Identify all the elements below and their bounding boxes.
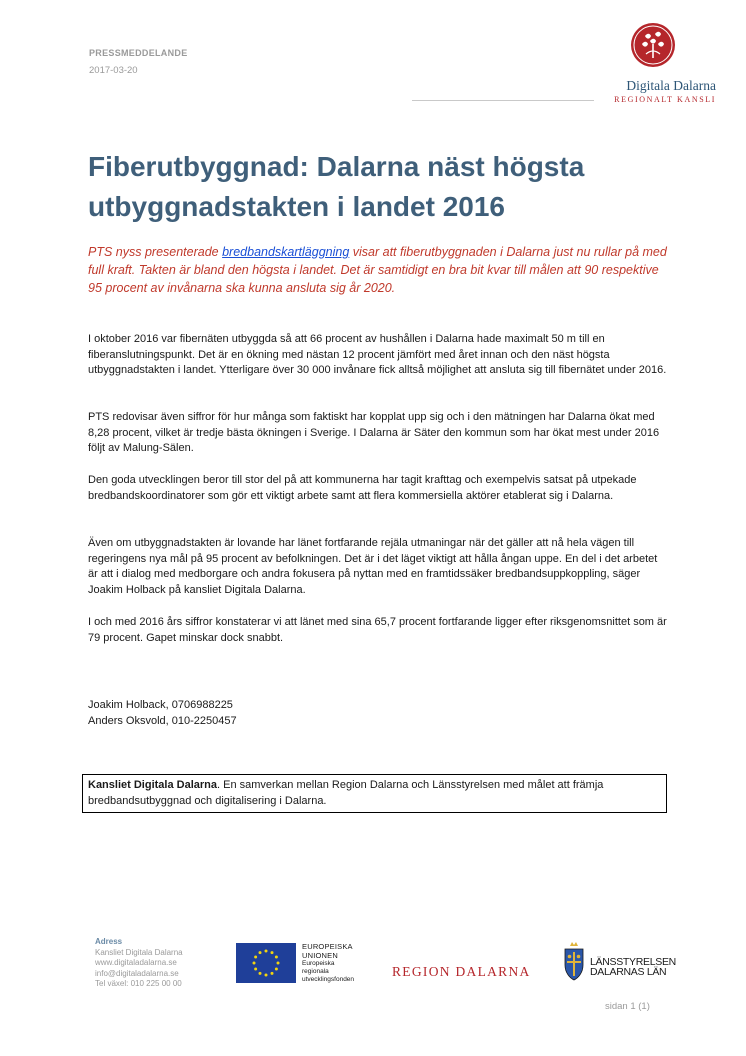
eu-star-icon: [277, 962, 280, 965]
address-line: Kansliet Digitala Dalarna: [95, 947, 183, 957]
eu-star-icon: [271, 951, 274, 954]
contact-list: [88, 697, 237, 729]
eu-line: UNIONEN: [302, 951, 338, 960]
eu-star-icon: [254, 956, 257, 959]
body-paragraph-4: Även om utbyggnadstakten är lovande har länet fortfarande rejäla utmaningar när det gäller att nå hela vägen till regeringens nya mål på 95 procent av befolkningen. Det är i det läget viktigt att hålla ångan uppe. En del i det arbetet är att i dialog med medborgare och andra fokusera på nyttan med en framtidssäker bredbandsuppkoppling, säger Joakim Holback på kansliet Digitala Dalarna.: [88, 537, 658, 596]
lansstyrelsen-logo: [590, 957, 676, 977]
document-date: 2017-03-20: [89, 65, 138, 76]
document-type-label: PRESSMEDDELANDE: [89, 48, 188, 58]
lans-line: DALARNAS LÄN: [590, 966, 667, 978]
eu-star-icon: [271, 972, 274, 975]
address-line: info@digitaladalarna.se: [95, 968, 179, 978]
body-paragraph-3: Den goda utvecklingen beror till stor del på att kommunerna har tagit krafttag och exempelvis satsat på utpekade bredbandskoordinatorer som gör ett viktigt arbete samt att flera kommersiella aktörer etablerat sig i Dalarna.: [88, 474, 637, 502]
eu-fund-line: regionala: [302, 968, 329, 975]
contact-line: Anders Oksvold, 010-2250457: [88, 715, 237, 727]
region-dalarna-logo: REGION DALARNA: [392, 964, 531, 979]
eu-flag-icon: [236, 943, 296, 983]
logo-name: Digitala Dalarna: [626, 78, 716, 93]
body-paragraph-1: I oktober 2016 var fibernäten utbyggda så att 66 procent av hushållen i Dalarna hade maximalt 50 m till en fiberanslutningspunkt. Det är en ökning med nästan 12 procent jämfört med året innan och den näst högsta utbyggnadstakten i landet. Ytterligare över 30 000 invånare fick alltså möjlighet att ansluta sig till fibernätet under 2016.: [88, 333, 667, 376]
address-line: Tel växel: 010 225 00 00: [95, 979, 182, 988]
eu-star-icon: [265, 950, 268, 953]
address-title: Adress: [95, 937, 123, 946]
body-paragraph-2: PTS redovisar även siffror för hur många som faktiskt har kopplat upp sig och i den mätningen har Dalarna ökat med 8,28 procent, vilket är tredje bästa ökningen i Sverige. I Dalarna är Säter den kommun som har ökat mest under 2016 följt av Malung-Sälen.: [88, 411, 660, 454]
lans-line: LÄNSSTYRELSEN: [590, 956, 676, 968]
page-title: Fiberutbyggnad: Dalarna näst högsta utbyggnadstakten i landet 2016: [88, 151, 585, 222]
about-box: [82, 774, 667, 813]
header-divider: [412, 100, 594, 101]
lead-text-end: visar att fiberutbyggnaden i Dalarna just nu rullar på med full kraft. Takten är bland den högsta i landet. Det är samtidigt en bra bit kvar till målen att 90 respektive 95 procent av invånarna ska kunna ansluta sig år 2020.: [88, 245, 667, 295]
eu-star-icon: [253, 962, 256, 965]
footer-address: [95, 937, 183, 990]
eu-star-icon: [275, 968, 278, 971]
digitala-dalarna-logo: [588, 22, 718, 104]
about-org-name: Kansliet Digitala Dalarna: [88, 779, 217, 791]
about-text: . En samverkan mellan Region Dalarna och Länsstyrelsen med målet att främja bredbandsutbyggnad och digitalisering i Dalarna.: [88, 779, 604, 807]
address-line: www.digitaladalarna.se: [95, 958, 177, 967]
eu-star-icon: [265, 974, 268, 977]
bredbandskartlaggning-link[interactable]: bredbandskartläggning: [222, 245, 350, 259]
eu-star-icon: [254, 968, 257, 971]
eu-line: EUROPEISKA: [302, 942, 353, 951]
eu-fund-line: Europeiska: [302, 960, 335, 967]
eu-star-icon: [275, 956, 278, 959]
lead-paragraph: [88, 243, 668, 297]
logo-emblem-icon: [630, 22, 676, 68]
page-number: sidan 1 (1): [605, 1001, 650, 1012]
eu-label: [302, 942, 354, 984]
eu-star-icon: [259, 951, 262, 954]
lansstyrelsen-crest-icon: [561, 940, 587, 982]
contact-line: Joakim Holback, 0706988225: [88, 699, 233, 711]
eu-fund-line: utvecklingsfonden: [302, 976, 355, 983]
lead-text-start: PTS nyss presenterade: [88, 245, 223, 259]
eu-star-icon: [259, 972, 262, 975]
body-paragraph-5: I och med 2016 års siffror konstaterar vi att länet med sina 65,7 procent fortfarande ligger efter riksgenomsnittet som är 79 procent. Gapet minskar dock snabbt.: [88, 616, 667, 644]
logo-subtitle: REGIONALT KANSLI: [614, 95, 716, 104]
